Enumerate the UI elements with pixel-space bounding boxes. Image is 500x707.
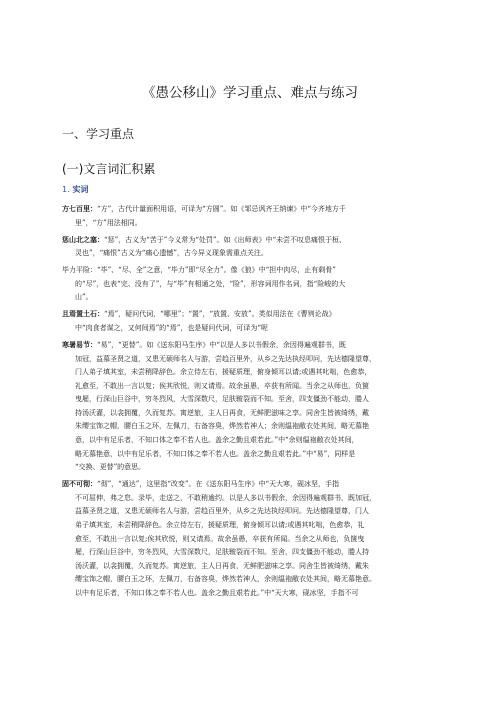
vocab-entry	[62, 234, 440, 261]
entry-term: 且焉置土石：	[62, 310, 104, 319]
entry-line	[62, 264, 440, 278]
entry-line	[62, 461, 440, 475]
entry-text: 益慕圣贤之道，又患无硕师名人与游，尝趋百里外，从乡之先达执经叩问。先达德隆望尊，门人	[75, 507, 369, 516]
section-heading-study-focus: 一、学习重点	[62, 127, 135, 141]
entry-line	[62, 505, 440, 519]
entry-text: 里”，“方”用法相同。	[75, 218, 142, 227]
entry-term: 固不可彻：	[62, 480, 97, 489]
entry-text: 略无慕艳意，以中有足乐者，不知口体之奉不若人也。盖余之勤且艰若此。”中“易”，同样是	[75, 449, 356, 458]
entry-text: 的“尽”，也表“完、没有了”，与“毕”有相通之处，“险”，形容词用作名词，指“险峻的大	[75, 279, 346, 288]
sub-subsection-number: 1.	[62, 185, 70, 194]
entry-line	[62, 393, 440, 407]
entry-term: 方七百里：	[62, 205, 97, 213]
entry-text: “焉”，疑问代词，“哪里”；“置”，“放置、安放”。类似用法在《曹刿论战》	[104, 310, 336, 319]
entry-line	[62, 278, 440, 292]
entry-text: 不可屈伸，弗之怠。录毕，走送之，不敢稍逾约。以是人多以书假余，余因得遍观群书，既加冠，	[75, 493, 376, 502]
entry-text: 礼愈至，不敢出一言以复；俟其欣悦，则又请焉。故余虽愚，卒获有所闻。当余之从师也，负箧	[75, 381, 369, 390]
entry-line	[62, 353, 440, 367]
entry-line	[62, 407, 440, 421]
document-title: 《愚公移山》学习重点、难点与练习	[142, 85, 358, 101]
subsection-heading-vocabulary: (一)文言词汇积累	[62, 162, 156, 176]
entry-line	[62, 560, 440, 574]
entry-text: 曳屣，行深山巨谷中，穷冬烈风，大雪深数尺，足肤皲裂而不知。至舍，四支僵劲不能动，媵人	[75, 395, 369, 404]
entry-text: 缨宝饰之帽，腰白玉之环，左佩刀，右备容臭，烨然若神人，余则缊袍敝衣处其间，略无慕艳意。	[75, 575, 376, 584]
entry-line	[62, 478, 440, 492]
entry-line	[62, 339, 440, 353]
entry-text: 加冠，益慕圣贤之道，又患无硕师名人与游，尝趋百里外，从乡之先达执经叩问，先达德隆望尊，	[75, 354, 376, 363]
entry-text: “方”，古代计量面积用语，可译为“方圆”。如《邹忌讽齐王纳谏》中“今齐地方千	[97, 205, 346, 213]
entry-line	[62, 380, 440, 394]
entry-line	[62, 587, 440, 601]
entry-text: 山”。	[75, 293, 93, 302]
entry-line	[62, 291, 440, 305]
entry-line	[62, 217, 440, 231]
entry-text: 灵也”，“痛恨”古义为“痛心遗憾”，古今异义现象需重点关注。	[75, 249, 268, 258]
entry-line	[62, 322, 440, 336]
entry-line	[62, 533, 440, 547]
entry-term: 寒暑易节：	[62, 340, 97, 349]
sub-subsection-heading-content-words	[62, 184, 88, 195]
vocab-entry	[62, 308, 440, 335]
vocab-entry	[62, 478, 440, 600]
entry-text: 以中有足乐者，不知口体之奉不若人也。盖余之勤且艰若此。”中“天大寒，砚冰坚，手指不可	[75, 588, 359, 597]
entry-text: 朱缨宝饰之帽，腰白玉之环，左佩刀，右备容臭，烨然若神人；余则缊袍敝衣处其间，略无慕艳	[75, 422, 369, 431]
entry-text: 中“肉食者谋之，又何间焉”的“焉”，也是疑问代词，可译为“呢	[75, 323, 268, 332]
vocab-entry	[62, 264, 440, 305]
entry-text: 毕力平险：“毕”、“尽、全”之意，“毕力”即“尽全力”。像《狼》中“担中肉尽，止有剩骨”	[62, 266, 336, 275]
entry-line	[62, 203, 440, 217]
entry-line	[62, 448, 440, 462]
entry-line	[62, 434, 440, 448]
entry-text: 持汤沃灌，以衾拥覆，久而复苏。寓逆旅，主人日再食，无鲜肥滋味之享。同舍生皆被绮绣，戴	[75, 408, 369, 417]
entry-text: “惩”，古义为“苦于”今义常为“处罚”。如《出师表》中“未尝不叹息痛恨于桓、	[104, 235, 347, 244]
sub-subsection-label: 实词	[72, 185, 89, 194]
entry-line	[62, 519, 440, 533]
entry-text: “彻”，“通达”，这里指“改变”。在《送东阳马生序》中“天大寒，砚冰坚，手指	[97, 480, 340, 489]
entry-line	[62, 308, 440, 322]
entry-term: 惩山北之塞：	[62, 235, 104, 244]
entry-text: 愈至，不敢出一言以复;俟其欣悦，则又请焉。故余虽愚，卒获有所闻。当余之从师也，负箧曳	[75, 534, 365, 543]
entry-line	[62, 573, 440, 587]
entry-line	[62, 234, 440, 248]
vocab-entry	[62, 339, 440, 475]
entry-text: 门人弟子填其室，未尝稍降辞色。余立侍左右，援疑质理，俯身倾耳以请;或遇其叱咄，色愈恭，	[75, 368, 372, 377]
entry-line	[62, 366, 440, 380]
entry-line	[62, 247, 440, 261]
vocab-entry	[62, 203, 440, 230]
entry-list	[62, 203, 440, 604]
entry-line	[62, 546, 440, 560]
entry-text: 屣，行深山巨谷中，穷冬烈风，大雪深数尺，足肤皲裂而不知。至舍，四支僵劲不能动，媵人持	[75, 548, 369, 557]
entry-line	[62, 420, 440, 434]
entry-text: “易”，“更替”。如《送东阳马生序》中“以是人多以书假余，余因得遍观群书，既	[97, 340, 346, 349]
entry-text: 意，以中有足乐者，不知口体之奉不若人也。盖余之勤且艰若此。”中“余则缊袍敝衣处其间，	[75, 436, 359, 445]
entry-text: “交换、更替”的意思。	[75, 463, 146, 472]
entry-text: 汤沃灌，以衾拥覆，久而复苏。寓逆旅，主人日再食，无鲜肥滋味之享。同舍生皆被绮绣，戴朱	[75, 561, 369, 570]
entry-text: 弟子填其室，未尝稍降辞色。余立侍左右，援疑质理，俯身倾耳以请;或遇其叱咄，色愈恭，礼	[75, 521, 365, 530]
entry-line	[62, 492, 440, 506]
